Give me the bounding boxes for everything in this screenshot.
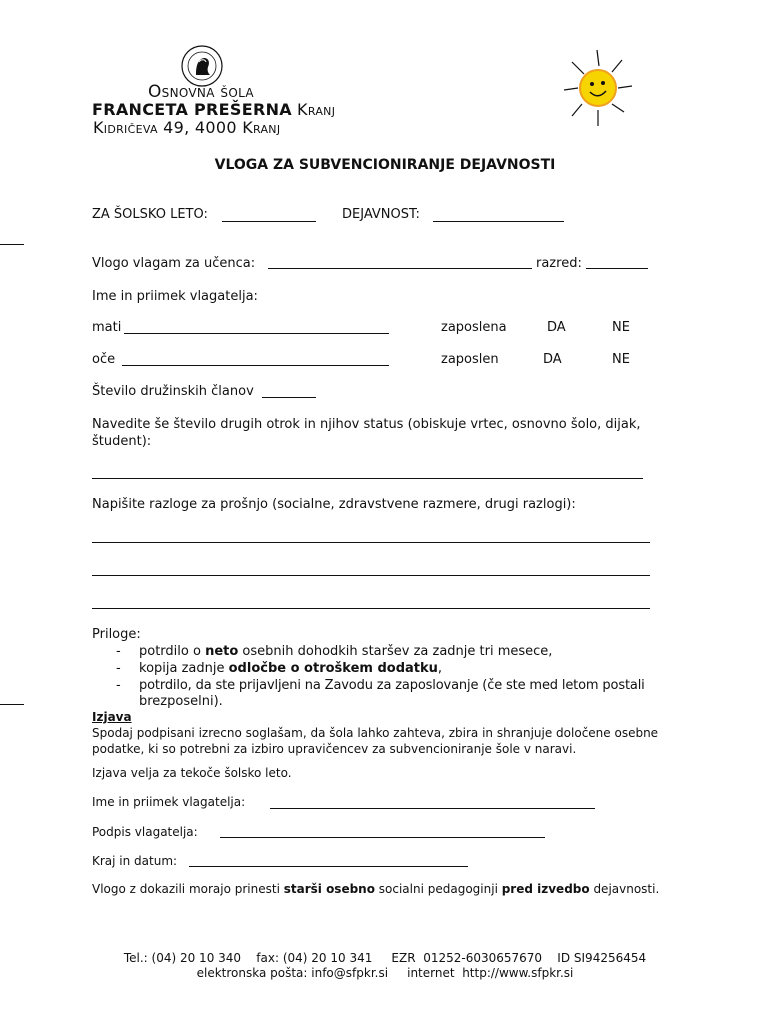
attachment-item-2: kopija zadnje odločbe o otroškem dodatku,: [139, 661, 443, 676]
mother-employed-label: zaposlena: [441, 320, 507, 335]
attachment-bullet-1: -: [116, 644, 121, 659]
margin-mark-bottom: [0, 704, 24, 705]
statement-validity: Izjava velja za tekoče šolsko leto.: [92, 766, 292, 780]
mother-field[interactable]: [124, 333, 389, 334]
attachments-heading: Priloge:: [92, 627, 141, 642]
student-field[interactable]: [268, 268, 532, 269]
attachment-bullet-3: -: [116, 678, 121, 693]
father-employed-label: zaposlen: [441, 352, 499, 367]
father-yes-option[interactable]: DA: [543, 352, 562, 367]
school-name-line: [92, 100, 335, 119]
mother-label: mati: [92, 320, 122, 335]
attachment-item-3-line1: potrdilo, da ste prijavljeni na Zavodu za zaposlovanje (če ste med letom postali: [139, 678, 645, 693]
sun-logo-icon: [540, 40, 655, 140]
school-line1: Osnovna šola: [148, 82, 254, 102]
statement-line1: Spodaj podpisani izrecno soglašam, da šola lahko zahteva, zbira in shranjuje določene osebne: [92, 726, 659, 740]
school-year-label: ZA ŠOLSKO LETO:: [92, 207, 208, 222]
page-title: VLOGA ZA SUBVENCIONIRANJE DEJAVNOSTI: [214, 157, 556, 173]
family-members-field[interactable]: [262, 397, 316, 398]
signature-name-label: Ime in priimek vlagatelja:: [92, 795, 246, 809]
other-children-text: Navedite še število drugih otrok in njihov status (obiskuje vrtec, osnovno šolo, dijak, študent):: [92, 417, 641, 449]
signature-sign-label: Podpis vlagatelja:: [92, 825, 198, 839]
activity-label: DEJAVNOST:: [342, 207, 420, 222]
father-field[interactable]: [122, 365, 389, 366]
father-label: oče: [92, 352, 116, 367]
reasons-line-3[interactable]: [92, 608, 650, 609]
mother-yes-option[interactable]: DA: [547, 320, 566, 335]
school-year-field[interactable]: [222, 221, 316, 222]
class-label: razred:: [536, 256, 582, 271]
school-name: FRANCETA PREŠERNA: [92, 100, 292, 119]
other-children-field[interactable]: [92, 478, 643, 479]
statement-heading: Izjava: [92, 710, 132, 724]
father-no-option[interactable]: NE: [612, 352, 630, 367]
student-label: Vlogo vlagam za učenca:: [92, 256, 256, 271]
family-members-label: Število družinskih članov: [92, 384, 254, 399]
applicant-label: Ime in priimek vlagatelja:: [92, 289, 258, 304]
signature-name-field[interactable]: [270, 808, 595, 809]
signature-sign-field[interactable]: [220, 837, 545, 838]
footer-contact-line: Tel.: (04) 20 10 340 fax: (04) 20 10 341 EZR 01252-6030657670 ID SI94256454: [123, 951, 647, 965]
school-city: Kranj: [297, 100, 336, 119]
reasons-line-1[interactable]: [92, 542, 650, 543]
reasons-text: Napišite razloge za prošnjo (socialne, zdravstvene razmere, drugi razlogi):: [92, 497, 576, 512]
submission-note: Vlogo z dokazili morajo prinesti starši osebno socialni pedagoginji pred izvedbo dejavnosti.: [92, 882, 660, 896]
activity-field[interactable]: [433, 221, 564, 222]
mother-no-option[interactable]: NE: [612, 320, 630, 335]
statement-line2: podatke, ki so potrebni za izbiro upravičencev za subvencioniranje šole v naravi.: [92, 742, 577, 756]
attachment-item-1: potrdilo o neto osebnih dohodkih staršev za zadnje tri mesece,: [139, 644, 553, 659]
signature-place-date-label: Kraj in datum:: [92, 854, 178, 868]
reasons-line-2[interactable]: [92, 575, 650, 576]
margin-mark-top: [0, 244, 24, 245]
school-address: Kidričeva 49, 4000 Kranj: [93, 118, 281, 137]
attachment-bullet-2: -: [116, 661, 121, 676]
signature-place-date-field[interactable]: [189, 866, 468, 867]
attachment-item-3-line2: brezposelni).: [139, 694, 223, 709]
footer-web-line: elektronska pošta: info@sfpkr.si internet http://www.sfpkr.si: [196, 966, 574, 980]
class-field[interactable]: [586, 268, 648, 269]
